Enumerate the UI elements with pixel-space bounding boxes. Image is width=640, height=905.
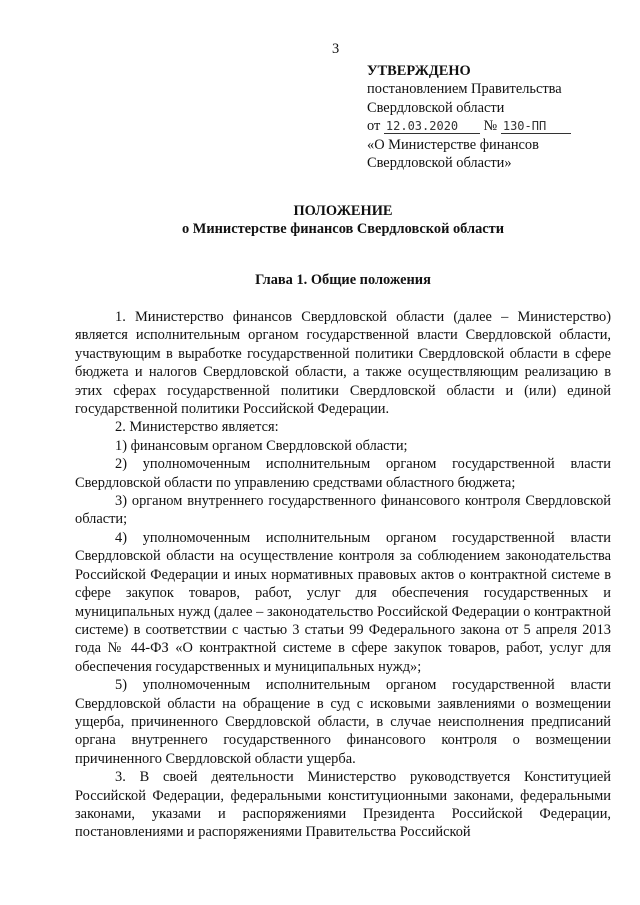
paragraph: 1. Министерство финансов Свердловской области (далее – Министерство) является исполнительным органом государственной власти Свердловской области, участвующим в выработке государственной политики Свердловской области в сфере бюджета и налогов Свердловской области, а также осуществляющим реализацию в этих сферах государственной политики Свердловской области и (или) единой государственной политики Российской Федерации. (75, 309, 611, 418)
approval-from-label: от (367, 118, 381, 135)
approval-line5: Свердловской области» (367, 155, 512, 172)
chapter-heading: Глава 1. Общие положения (255, 272, 431, 288)
approval-number: 130-ПП (501, 119, 571, 134)
paragraph: 2. Министерство является: (115, 419, 279, 436)
paragraph: 1) финансовым органом Свердловской области; (115, 437, 408, 454)
approval-line2: Свердловской области (367, 99, 505, 116)
paragraph: 3) органом внутреннего государственного финансового контроля Свердловской области; (75, 493, 611, 528)
paragraph: 3. В своей деятельности Министерство руководствуется Конституцией Российской Федерации, федеральными конституционными законами, федеральными законами, указами и распоряжениями Президента Российской Федерации, постановлениями и распоряжениями Правительства Российской (75, 769, 611, 841)
paragraph: 2) уполномоченным исполнительным органом государственной власти Свердловской области по управлению средствами областного бюджета; (75, 456, 611, 491)
approval-line1: постановлением Правительства (367, 81, 562, 98)
approval-date-line (367, 117, 607, 135)
document-title: ПОЛОЖЕНИЕ (293, 203, 393, 219)
paragraph: 4) уполномоченным исполнительным органом государственной власти Свердловской области на осуществление контроля за соблюдением законодательства Российской Федерации и иных нормативных правовых актов о контрактной системе в сфере закупок товаров, работ, услуг для обеспечения государственных и муниципальных нужд (далее – законодательство Российской Федерации о контрактной системе) в соответствии с частью 3 статьи 99 Федерального закона от 5 апреля 2013 года № 44-ФЗ «О контрактной системе в сфере закупок товаров, работ, услуг для обеспечения государственных и муниципальных нужд»; (75, 529, 611, 675)
approval-number-label: № (483, 118, 498, 135)
document-subtitle: о Министерстве финансов Свердловской области (181, 221, 505, 237)
paragraph: 5) уполномоченным исполнительным органом государственной власти Свердловской области на обращение в суд с исковыми заявлениями о возмещении ущерба, причиненного Свердловской области, в случае неисполнения предписаний органа внутреннего государственного финансового контроля о возмещении причиненного Свердловской области ущерба. (75, 677, 611, 767)
approval-stamp (367, 62, 607, 172)
page-number: 3 (332, 41, 340, 57)
approval-title: УТВЕРЖДЕНО (367, 63, 471, 79)
approval-line4: «О Министерстве финансов (367, 136, 539, 153)
document-body (75, 308, 611, 842)
approval-date: 12.03.2020 (384, 119, 480, 134)
